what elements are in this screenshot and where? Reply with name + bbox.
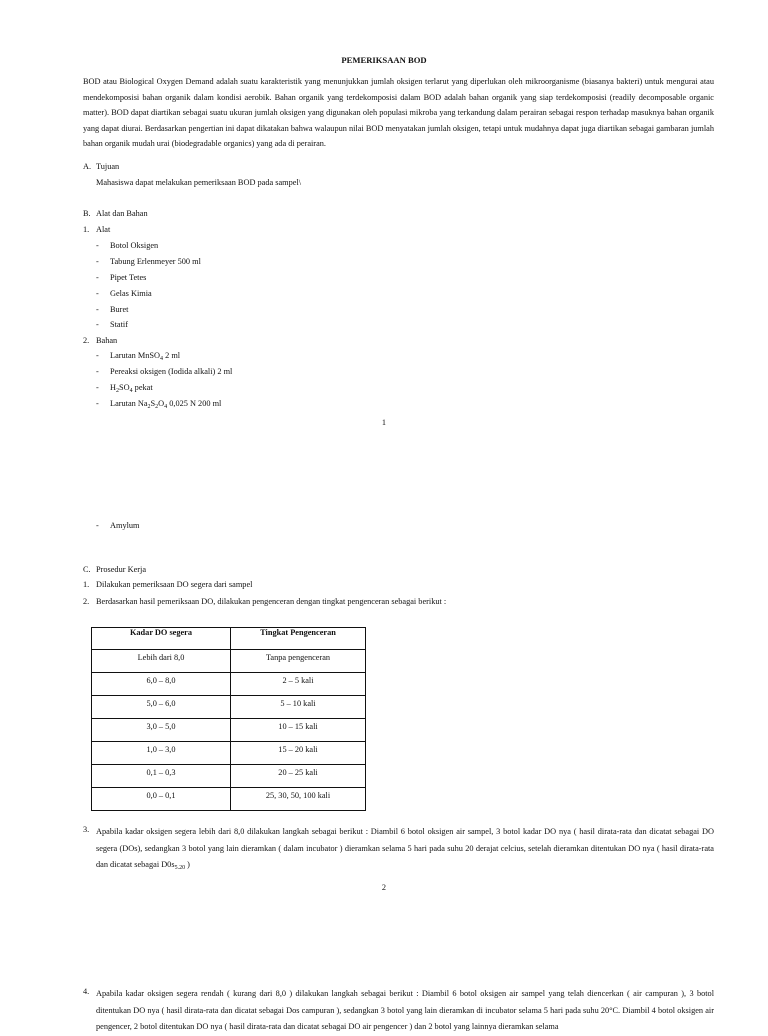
bahan-item: Larutan MnSO$_4$ 2 ml	[110, 351, 181, 362]
step-marker: 3.	[83, 825, 90, 834]
bullet: -	[96, 367, 99, 376]
step-marker: 1.	[83, 580, 90, 589]
table-row	[92, 742, 366, 765]
bullet: -	[96, 521, 99, 530]
table-row	[92, 650, 366, 673]
step-4-paragraph: Apabila kadar oksigen segera rendah ( kurang dari 8,0 ) dilakukan langkah sebagai berikut : Diambil 6 botol oksigen air sampel yang telah diencerkan ( air campuran ), 3 botol ditentukan DO nya ( hasil dirata-rata dan dicatat sebagai Dos campuran ), sedangkan 3 botol yang lain dieramkan di incubator selama 5 hari pada suhu 20°C. Diambil 4 botol oksigen air pengencer, 2 botol ditentukan DO nya ( hasil dirata-rata dan dicatat sebagai DO air pengencer ) dan 2 botol yang lainnya dieramkan selama	[96, 989, 714, 1031]
section-b-heading: Alat dan Bahan	[96, 209, 148, 218]
table-cell: 2 – 5 kali	[231, 673, 366, 696]
table-row	[92, 788, 366, 811]
table-cell: 0,1 – 0,3	[92, 765, 231, 788]
section-a-text: Mahasiswa dapat melakukan pemeriksaan BOD pada sampel\	[96, 178, 302, 187]
bahan-marker: 2.	[83, 336, 90, 345]
alat-item: Botol Oksigen	[110, 241, 159, 250]
bullet: -	[96, 305, 99, 314]
step-3-paragraph: Apabila kadar oksigen segera lebih dari 8,0 dilakukan langkah sebagai berikut : Diambil 6 botol oksigen air sampel, 3 botol kadar DO nya ( hasil dirata-rata dan dicatat sebagai DO segera (DOs), sedangkan 3 botol yang lain dieramkan ( dalam incubator ) dieramkan selama 5 hari pada suhu 20 derajat celcius, setelah dieramkan ditentukan DO nya ( hasil dirata-rata dan dicatat sebagai $D0s_{5.20}$ )	[96, 827, 714, 871]
table-cell: 0,0 – 0,1	[92, 788, 231, 811]
bullet: -	[96, 289, 99, 298]
table-cell: 20 – 25 kali	[231, 765, 366, 788]
table-cell: 3,0 – 5,0	[92, 719, 231, 742]
table-cell: 6,0 – 8,0	[92, 673, 231, 696]
table-cell: Lebih dari 8,0	[92, 650, 231, 673]
table-cell: 25, 30, 50, 100 kali	[231, 788, 366, 811]
table-row	[92, 765, 366, 788]
step-text: Berdasarkan hasil pemeriksaan DO, dilakukan pengenceran dengan tingkat pengenceran sebagai berikut :	[96, 597, 447, 606]
bullet: -	[96, 241, 99, 250]
alat-item: Statif	[110, 320, 128, 329]
section-b-marker: B.	[83, 209, 91, 218]
alat-item: Gelas Kimia	[110, 289, 152, 298]
page-title: PEMERIKSAAN BOD	[341, 55, 427, 65]
intro-paragraph	[83, 74, 714, 152]
bahan-item: Pereaksi oksigen (Iodida alkali) 2 ml	[110, 367, 233, 376]
section-a-marker: A.	[83, 162, 92, 171]
alat-marker: 1.	[83, 225, 90, 234]
bahan-item: Amylum	[110, 521, 140, 530]
step-marker: 4.	[83, 987, 90, 996]
table-cell: 10 – 15 kali	[231, 719, 366, 742]
alat-item: Tabung Erlenmeyer 500 ml	[110, 257, 201, 266]
bullet: -	[96, 257, 99, 266]
section-c-marker: C.	[83, 565, 91, 574]
table-row	[92, 696, 366, 719]
page-number: 2	[381, 883, 387, 892]
table-cell: 1,0 – 3,0	[92, 742, 231, 765]
table-header-row	[92, 628, 366, 650]
table-cell: 15 – 20 kali	[231, 742, 366, 765]
section-c-heading: Prosedur Kerja	[96, 565, 146, 574]
alat-item: Pipet Tetes	[110, 273, 147, 282]
alat-item: Buret	[110, 305, 129, 314]
dilution-table	[91, 627, 366, 811]
bullet: -	[96, 320, 99, 329]
table-cell: Tanpa pengenceran	[231, 650, 366, 673]
table-header: Kadar DO segera	[92, 628, 231, 650]
section-a-heading: Tujuan	[96, 162, 120, 171]
table-cell: 5 – 10 kali	[231, 696, 366, 719]
bullet: -	[96, 351, 99, 360]
bahan-item: $H_2SO_4$ pekat	[110, 383, 153, 394]
table-row	[92, 673, 366, 696]
table-cell: 5,0 – 6,0	[92, 696, 231, 719]
intro-text: BOD atau Biological Oxygen Demand adalah suatu karakteristik yang menunjukkan jumlah oksigen terlarut yang diperlukan oleh mikroorganisme (biasanya bakteri) untuk mengurai atau mendekomposisi bahan organik dalam kondisi aerobik. Bahan organik yang terdekomposisi dalam BOD adalah bahan organik yang siap terdekomposisi (readily decomposable organic matter). BOD dapat diartikan sebagai suatu ukuran jumlah oksigen yang digunakan oleh populasi mikroba yang terkandung dalam perairan sebagai respon terhadap masuknya bahan organik yang dapat diurai. Berdasarkan pengertian ini dapat dikatakan bahwa walaupun nilai BOD menyatakan jumlah oksigen, tetapi untuk mudahnya dapat juga diartikan sebagai gambaran jumlah bahan organik mudah urai (biodegradable organics) yang ada di perairan.	[83, 77, 714, 149]
bullet: -	[96, 273, 99, 282]
step-text: Dilakukan pemeriksaan DO segera dari sampel	[96, 580, 253, 589]
bahan-heading: Bahan	[96, 336, 118, 345]
table-header: Tingkat Pengenceran	[231, 628, 366, 650]
bullet: -	[96, 399, 99, 408]
page-number: 1	[381, 418, 387, 427]
bahan-item: Larutan $Na_2S_2O_4$ 0,025 N 200 ml	[110, 399, 222, 410]
alat-heading: Alat	[96, 225, 111, 234]
table-row	[92, 719, 366, 742]
bullet: -	[96, 383, 99, 392]
step-marker: 2.	[83, 597, 90, 606]
